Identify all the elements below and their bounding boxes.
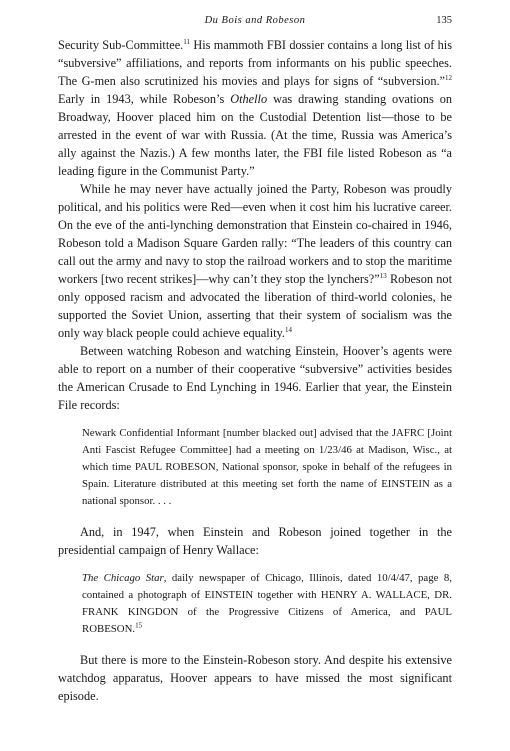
paragraph-4: And, in 1947, when Einstein and Robeson joined together in the presidential campaign of Henry Wallace: xyxy=(58,525,452,557)
footnote-ref: 13 xyxy=(379,271,387,280)
paragraph-5: But there is more to the Einstein-Robeson story. And despite his extensive watchdog apparatus, Hoover appears to have missed the most significant episode. xyxy=(58,653,452,703)
running-head xyxy=(58,15,452,29)
body-text xyxy=(58,36,452,705)
paragraph-2: While he may never have actually joined the Party, Robeson was proudly political, and his politics were Red—even when it cost him his lucrative career. On the eve of the anti-lynching demonstration that Einstein co-chaired in 1946, Robeson told a Madison Square Garden rally: “The leaders of this country can call out the army and navy to stop the railroad workers and to stop the maritime workers [two recent strikes]—why can’t they stop the lynchers?”$^{13}$ Robeson not only opposed racism and advocated the liberation of third-world colonies, he supported the Soviet Union, asserting that their system of socialism was the only way black people could achieve equality.$^{14}$ xyxy=(58,182,452,340)
paragraph-1: Security Sub-Committee.$^{11}$ His mammoth FBI dossier contains a long list of his “subversive” affiliations, and reports from informants on his public speeches. The G-men also scrutinized his movies and plays for signs of “subversion.”$^{12}$ Early in 1943, while Robeson’s Othello was drawing standing ovations on Broadway, Hoover placed him on the Custodial Detention list—those to be arrested in the event of war with Russia. (At the time, Russia was America’s ally against the Nazis.) A few months later, the FBI file listed Robeson as “a leading figure in the Communist Party.” xyxy=(58,37,452,178)
block-quote-2: The Chicago Star, daily newspaper of Chicago, Illinois, dated 10/4/47, page 8, contained a photograph of EINSTEIN together with HENRY A. WALLACE, DR. FRANK KINGDON of the Progressive Citizens of America, and PAUL ROBESON.$^{15}$ xyxy=(82,572,452,635)
italic-title: Othello xyxy=(230,92,268,106)
block-quote-1: Newark Confidential Informant [number blacked out] advised that the JAFRC [Joint Anti Fascist Refugee Committee] had a meeting on 1/23/46 at Madison, Wisc., at which time PAUL ROBESON, National sponsor, spoke in behalf of the refugees in Spain. Literature distributed at this meeting set forth the name of EINSTEIN as a national sponsor. . . . xyxy=(82,427,452,507)
running-title: Du Bois and Robeson xyxy=(204,15,306,26)
page-number: 135 xyxy=(436,15,452,26)
paragraph-3: Between watching Robeson and watching Einstein, Hoover’s agents were able to report on a number of their cooperative “subversive” activities besides the American Crusade to End Lynching in 1946. Earlier that year, the Einstein File records: xyxy=(58,344,452,412)
footnote-ref: 11 xyxy=(183,37,190,46)
italic-newspaper-title: The Chicago Star xyxy=(82,572,164,584)
footnote-ref: 14 xyxy=(284,325,292,334)
footnote-ref: 12 xyxy=(445,73,452,82)
footnote-ref: 15 xyxy=(135,621,143,630)
